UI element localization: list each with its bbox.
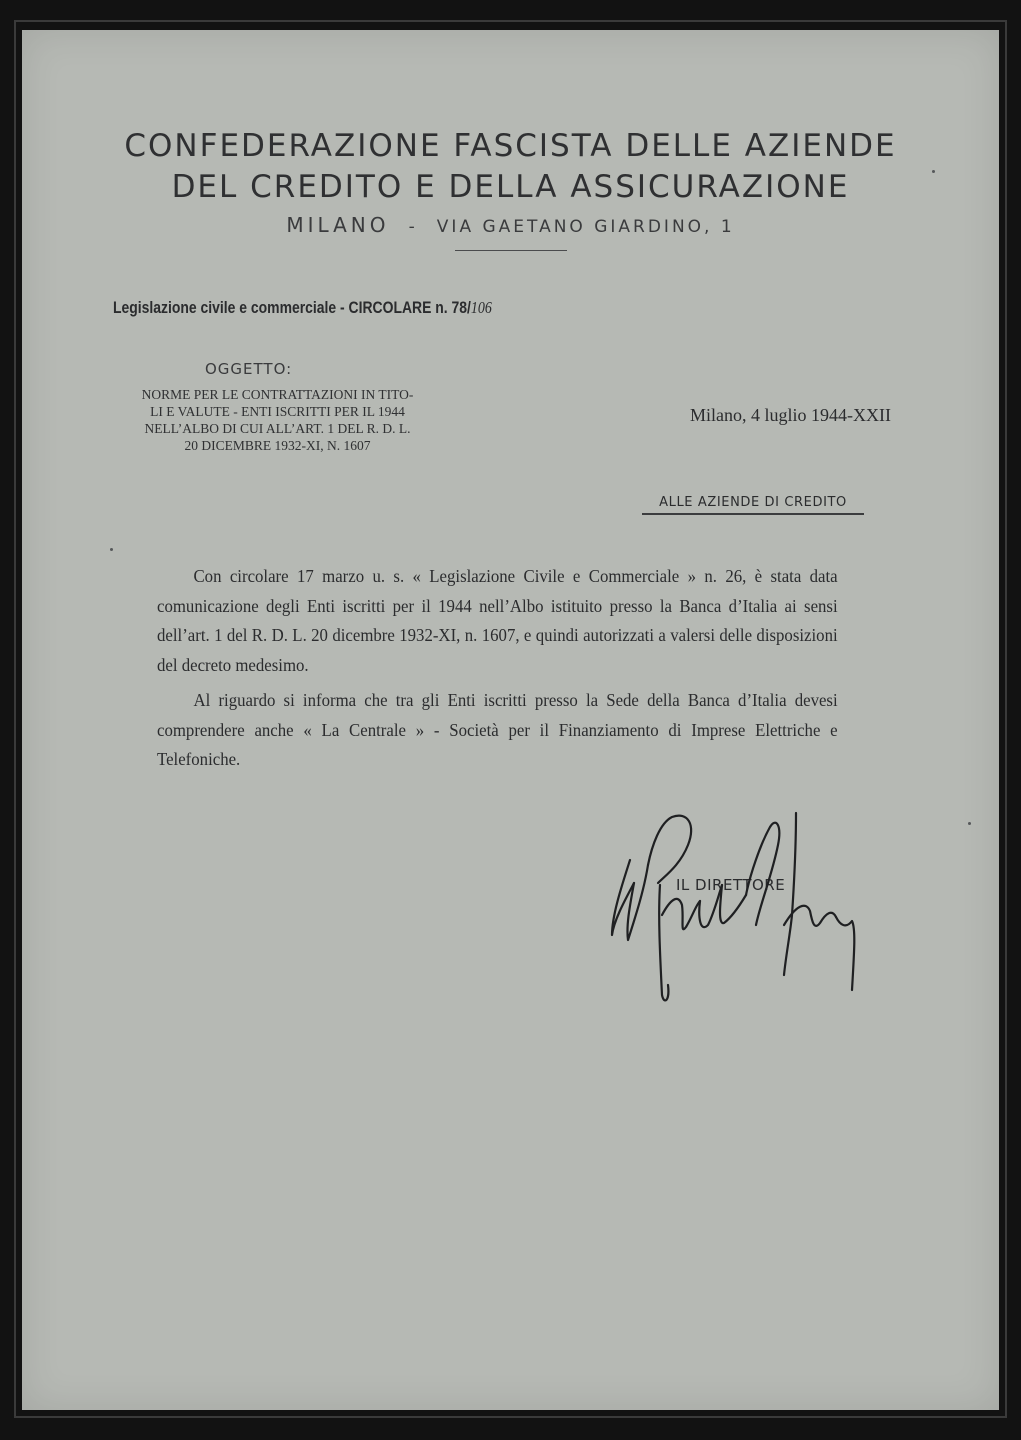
body-paragraph: Con circolare 17 marzo u. s. « Legislazione Civile e Commerciale » n. 26, è stata data comunicazione degli Enti iscritti per il 1944 nell’Albo istituito presso la Banca d’Italia ai sensi dell’art. 1 del R. D. L. 20 dicembre 1932-XI, n. 1607, e quindi autorizzati a valersi delle disposizioni del decreto medesimo. [157, 566, 838, 675]
recipient-line: ALLE AZIENDE DI CREDITO [642, 495, 864, 515]
letterhead-address [0, 213, 1021, 237]
address-city: MILANO [286, 213, 390, 237]
letterhead-line-1: CONFEDERAZIONE FASCISTA DELLE AZIENDE [124, 128, 897, 164]
letter-body [157, 562, 838, 781]
address-street: VIA GAETANO GIARDINO, 1 [436, 217, 735, 237]
subject-line: LI E VALUTE - ENTI ISCRITTI PER IL 1944 [150, 404, 405, 419]
subject-line: 20 DICEMBRE 1932-XI, N. 1607 [184, 438, 371, 453]
letterhead-line-2: DEL CREDITO E DELLA ASSICURAZIONE [171, 169, 850, 205]
handwritten-signature [600, 805, 870, 1015]
paper-speck [968, 822, 971, 825]
subject-line: NELL’ALBO DI CUI ALL’ART. 1 DEL R. D. L. [144, 421, 411, 436]
paper-speck [932, 170, 935, 173]
signature-title: IL DIRETTORE [676, 876, 786, 894]
body-paragraph: Al riguardo si informa che tra gli Enti iscritti presso la Sede della Banca d’Italia devesi comprendere anche « La Centrale » - Società per il Finanziamento di Imprese Elettriche e Telefoniche. [157, 690, 838, 769]
letterhead-divider [455, 250, 567, 251]
letter-date: Milano, 4 luglio 1944-XXII [690, 405, 891, 425]
circular-reference [113, 298, 492, 318]
paper-speck [110, 548, 113, 551]
circular-handwritten-number: 106 [470, 298, 492, 317]
subject-text [100, 386, 455, 454]
subject-line: NORME PER LE CONTRATTAZIONI IN TITO- [141, 387, 414, 402]
address-separator: - [408, 217, 418, 237]
circular-label: Legislazione civile e commerciale - CIRCOLARE n. 78/ [113, 298, 471, 317]
subject-title: OGGETTO: [205, 360, 293, 378]
